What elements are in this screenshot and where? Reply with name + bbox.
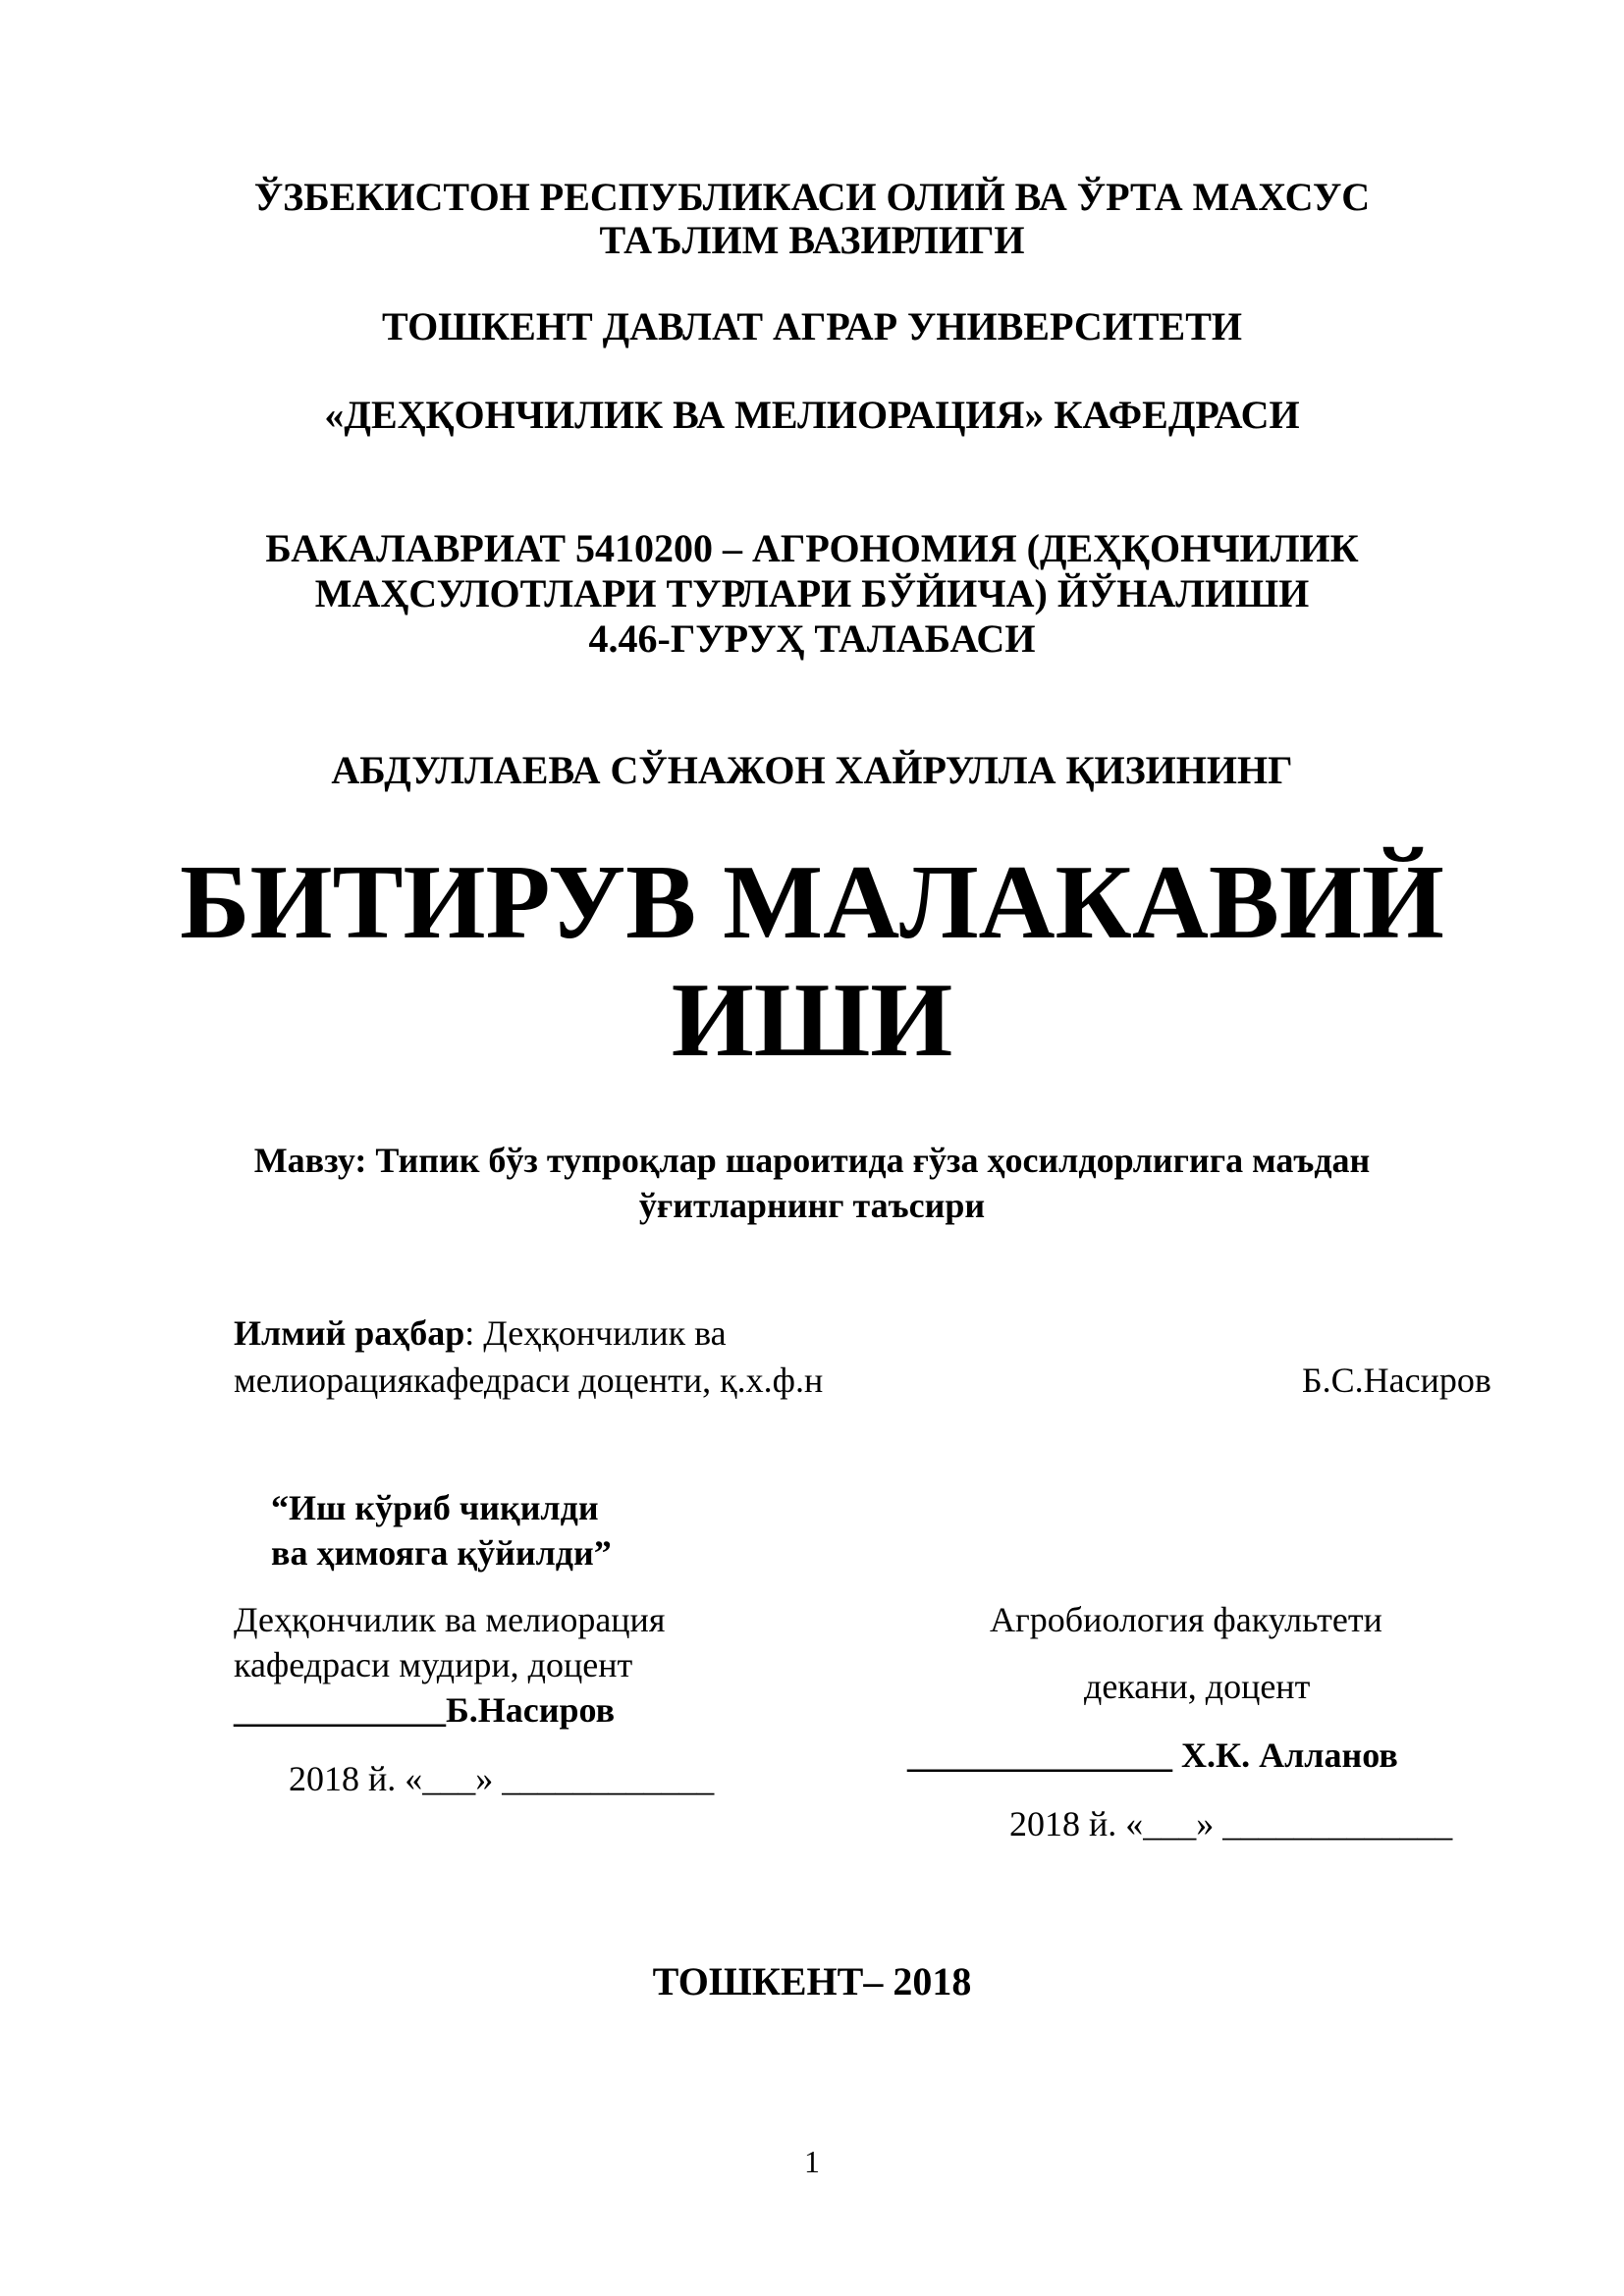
left-signature-line-1: Деҳқончилик ва мелиорация — [234, 1600, 666, 1639]
program-line-1: БАКАЛАВРИАТ 5410200 – АГРОНОМИЯ (ДЕҲҚОНЧИЛИК — [265, 526, 1359, 570]
thesis-title-line-1: БИТИРУВ МАЛАКАВИЙ — [180, 844, 1444, 961]
supervisor-label: Илмий раҳбар — [234, 1313, 465, 1353]
supervisor-line-2: мелиорациякафедраси доценти, қ.х.ф.н — [234, 1361, 824, 1400]
supervisor-line-1-rest: : Деҳқончилик ва — [464, 1313, 727, 1353]
right-signature-line-1: Агробиология факультети — [990, 1600, 1382, 1639]
program-line-3: 4.46-ГУРУҲ ТАЛАБАСИ — [588, 616, 1036, 661]
student-name: АБДУЛЛАЕВА СЎНАЖОН ХАЙРУЛЛА ҚИЗИНИНГ — [331, 748, 1293, 792]
department-name: «ДЕҲҚОНЧИЛИК ВА МЕЛИОРАЦИЯ» КАФЕДРАСИ — [324, 393, 1300, 437]
right-signature-name: _______________ Х.К. Алланов — [907, 1735, 1398, 1775]
supervisor-line-1 — [234, 1311, 727, 1355]
ministry-line-2: ТАЪЛИМ ВАЗИРЛИГИ — [599, 218, 1025, 262]
left-signature-date: 2018 й. «___» ____________ — [289, 1759, 715, 1798]
right-signature-date: 2018 й. «___» _____________ — [1009, 1804, 1453, 1843]
program-line-2: МАҲСУЛОТЛАРИ ТУРЛАРИ БЎЙИЧА) ЙЎНАЛИШИ — [314, 571, 1310, 615]
right-signature-line-2: декани, доцент — [1084, 1667, 1311, 1706]
left-signature-name: ____________Б.Насиров — [234, 1690, 616, 1730]
ministry-line-1: ЎЗБЕКИСТОН РЕСПУБЛИКАСИ ОЛИЙ ВА ЎРТА МАХСУС — [253, 175, 1371, 219]
approval-line-2: ва ҳимояга қўйилди” — [271, 1533, 612, 1573]
supervisor-name: Б.С.Насиров — [1302, 1361, 1491, 1400]
topic-line-2: ўғитларнинг таъсири — [638, 1186, 986, 1225]
page-number: 1 — [804, 2144, 820, 2179]
approval-line-1: “Иш кўриб чиқилди — [271, 1488, 599, 1527]
left-signature-line-2: кафедраси мудири, доцент — [234, 1645, 633, 1684]
city-year: ТОШКЕНТ– 2018 — [652, 1959, 972, 2003]
topic-line-1: Мавзу: Типик бўз тупроқлар шароитида ғўза ҳосилдорлигига маъдан — [253, 1141, 1371, 1180]
thesis-title-line-2: ИШИ — [671, 962, 953, 1079]
university-name: ТОШКЕНТ ДАВЛАТ АГРАР УНИВЕРСИТЕТИ — [381, 304, 1243, 348]
